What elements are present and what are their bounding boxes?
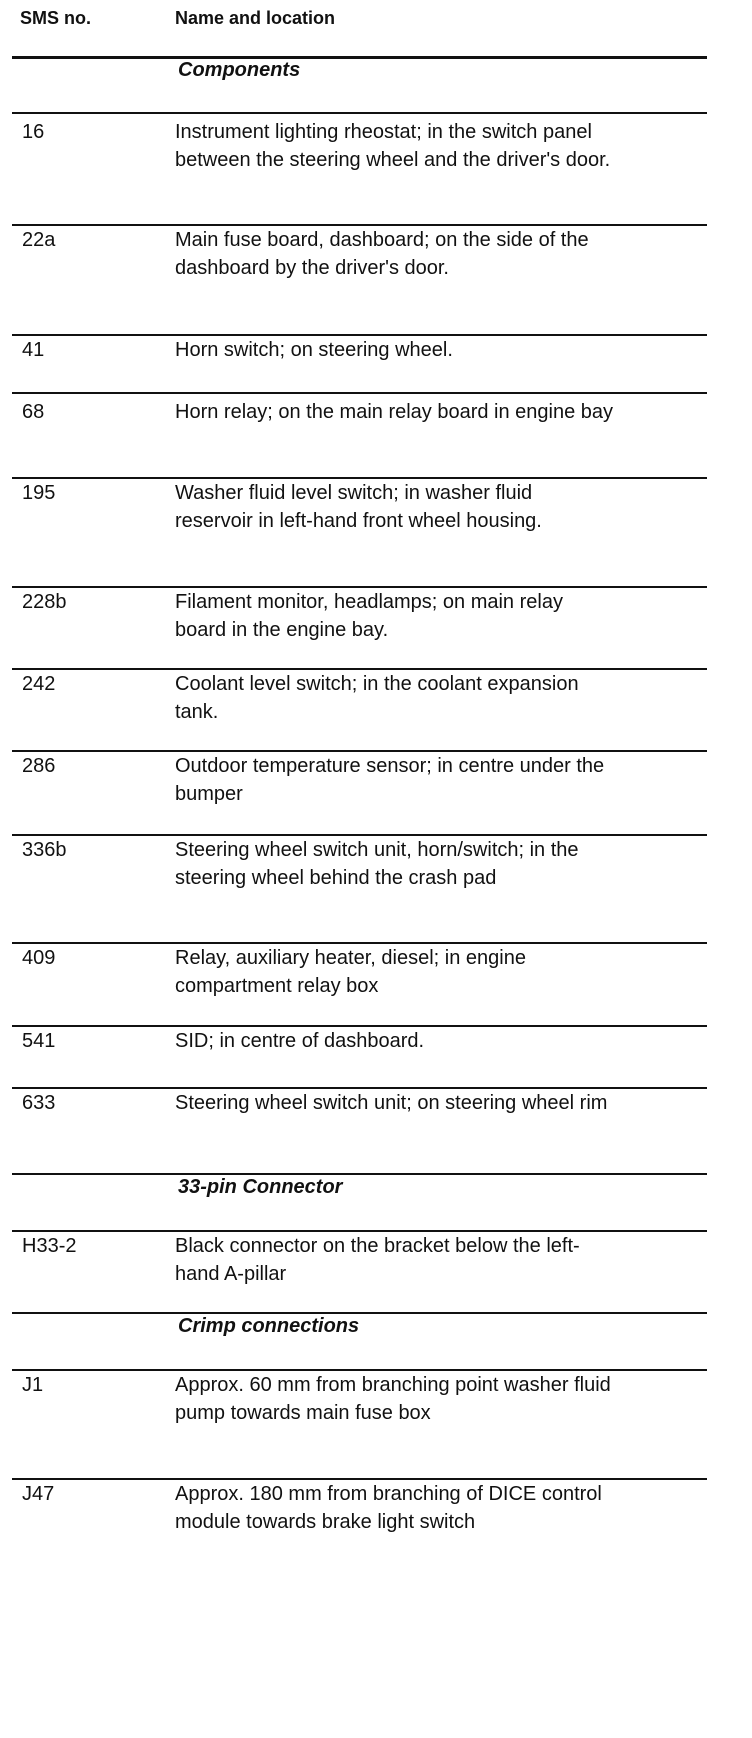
table-rule	[12, 392, 707, 394]
header-name-location: Name and location	[175, 8, 336, 28]
sms-number: 41	[22, 339, 45, 361]
sms-number: 16	[22, 121, 45, 143]
name-location: Steering wheel switch unit; on steering wheel rim	[175, 1092, 608, 1114]
sms-number: 228b	[22, 591, 67, 613]
sms-number: 286	[22, 755, 56, 777]
sms-number: 633	[22, 1092, 56, 1114]
name-location: Relay, auxiliary heater, diesel; in engine compartment relay box	[175, 947, 526, 997]
table-rule	[12, 1312, 707, 1314]
sms-number: 22a	[22, 229, 56, 251]
sms-number: H33-2	[22, 1235, 77, 1257]
section-title-components: Components	[178, 59, 301, 81]
name-location: SID; in centre of dashboard.	[175, 1030, 425, 1052]
sms-number: J1	[22, 1374, 44, 1396]
sms-number: 336b	[22, 839, 67, 861]
section-title-connector: 33-pin Connector	[178, 1176, 343, 1198]
sms-number: 195	[22, 482, 56, 504]
name-location: Horn relay; on the main relay board in engine bay	[175, 401, 614, 423]
sms-number: 541	[22, 1030, 56, 1052]
name-location: Filament monitor, headlamps; on main relay board in the engine bay.	[175, 591, 563, 641]
table-rule	[12, 112, 707, 114]
table-header	[20, 8, 700, 38]
name-location: Instrument lighting rheostat; in the switch panel between the steering wheel and the driver's door.	[175, 121, 611, 171]
name-location: Horn switch; on steering wheel.	[175, 339, 453, 361]
sms-number: 409	[22, 947, 56, 969]
section-title-crimp: Crimp connections	[178, 1315, 360, 1337]
table-rule	[12, 1173, 707, 1175]
name-location: Steering wheel switch unit, horn/switch; in the steering wheel behind the crash pad	[175, 839, 579, 889]
name-location: Approx. 180 mm from branching of DICE control module towards brake light switch	[175, 1483, 602, 1533]
header-sms-no: SMS no.	[20, 8, 91, 28]
sms-number: 68	[22, 401, 45, 423]
name-location: Coolant level switch; in the coolant expansion tank.	[175, 673, 579, 723]
sms-number: 242	[22, 673, 56, 695]
name-location: Washer fluid level switch; in washer fluid reservoir in left-hand front wheel housing.	[175, 482, 542, 532]
name-location: Main fuse board, dashboard; on the side of the dashboard by the driver's door.	[175, 229, 589, 279]
sms-number: J47	[22, 1483, 55, 1505]
name-location: Outdoor temperature sensor; in centre under the bumper	[175, 755, 605, 805]
name-location: Black connector on the bracket below the left-hand A-pillar	[175, 1235, 580, 1285]
name-location: Approx. 60 mm from branching point washer fluid pump towards main fuse box	[175, 1374, 611, 1424]
table-rule	[12, 56, 707, 59]
